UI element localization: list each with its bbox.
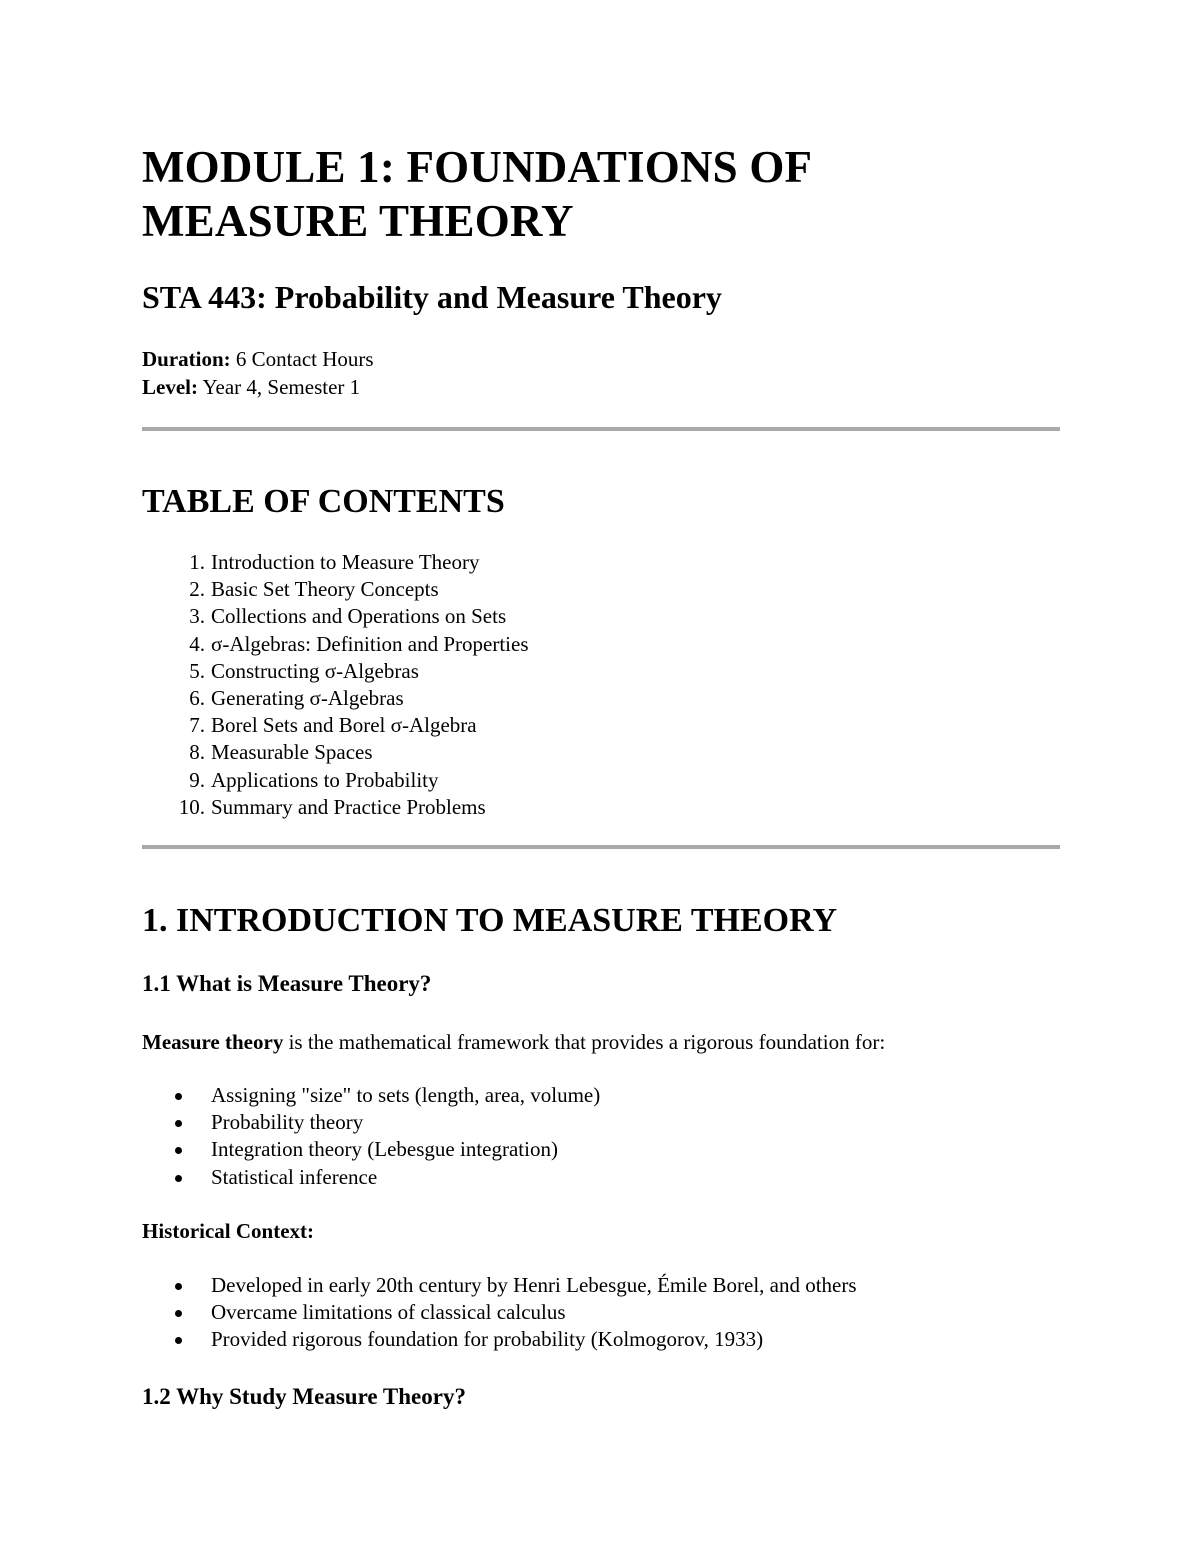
- level-value: Year 4, Semester 1: [202, 375, 361, 399]
- toc-item[interactable]: 1. Introduction to Measure Theory: [189, 550, 480, 574]
- toc-item[interactable]: 2. Basic Set Theory Concepts: [189, 577, 439, 602]
- toc-item[interactable]: 10. Summary and Practice Problems: [178, 794, 486, 819]
- list-item: Overcame limitations of classical calculus: [142, 1299, 857, 1326]
- measure-uses-list: [142, 1082, 600, 1191]
- list-item: Statistical inference: [142, 1164, 600, 1191]
- toc-item[interactable]: 7. Borel Sets and Borel σ-Algebra: [189, 713, 477, 738]
- historical-list: [142, 1272, 857, 1354]
- divider: [142, 427, 1060, 431]
- divider: [142, 845, 1060, 849]
- intro-bold-term: Measure theory: [142, 1030, 284, 1054]
- section1-heading: 1. INTRODUCTION TO MEASURE THEORY: [142, 902, 837, 939]
- bullet-icon: [175, 1283, 182, 1290]
- toc-item[interactable]: 9. Applications to Probability: [189, 767, 439, 792]
- duration-value: 6 Contact Hours: [235, 347, 374, 371]
- section1-2-heading: 1.2 Why Study Measure Theory?: [142, 1384, 466, 1409]
- bullet-icon: [175, 1093, 182, 1100]
- toc-item[interactable]: 5. Constructing σ-Algebras: [189, 658, 419, 683]
- bullet-icon: [175, 1310, 182, 1317]
- level-label: Level:: [142, 375, 198, 399]
- toc-item[interactable]: 8. Measurable Spaces: [189, 740, 373, 765]
- list-item: Provided rigorous foundation for probability (Kolmogorov, 1933): [142, 1326, 857, 1353]
- list-item: Probability theory: [142, 1109, 600, 1136]
- toc-list: [142, 549, 529, 821]
- list-item: Assigning "size" to sets (length, area, volume): [142, 1082, 600, 1109]
- historical-context-label: Historical Context:: [142, 1219, 315, 1243]
- intro-paragraph: [142, 1028, 885, 1056]
- duration-line: [142, 345, 374, 373]
- bullet-icon: [175, 1175, 182, 1182]
- module-title-line2: MEASURE THEORY: [142, 196, 574, 246]
- module-title-line1: MODULE 1: FOUNDATIONS OF: [142, 142, 813, 192]
- duration-label: Duration:: [142, 347, 231, 371]
- course-title: STA 443: Probability and Measure Theory: [142, 279, 722, 315]
- bullet-icon: [175, 1147, 182, 1154]
- section1-1-heading: 1.1 What is Measure Theory?: [142, 971, 432, 996]
- toc-item[interactable]: 4. σ-Algebras: Definition and Properties: [189, 631, 529, 656]
- intro-text: is the mathematical framework that provides a rigorous foundation for:: [283, 1030, 886, 1054]
- module-title: [142, 140, 1060, 248]
- toc-item[interactable]: 3. Collections and Operations on Sets: [189, 604, 507, 629]
- bullet-icon: [175, 1337, 182, 1344]
- list-item: Integration theory (Lebesgue integration): [142, 1136, 600, 1163]
- toc-item[interactable]: 6. Generating σ-Algebras: [189, 686, 404, 711]
- list-item: Developed in early 20th century by Henri Lebesgue, Émile Borel, and others: [142, 1272, 857, 1299]
- level-line: [142, 373, 360, 401]
- toc-heading: TABLE OF CONTENTS: [142, 483, 505, 520]
- bullet-icon: [175, 1120, 182, 1127]
